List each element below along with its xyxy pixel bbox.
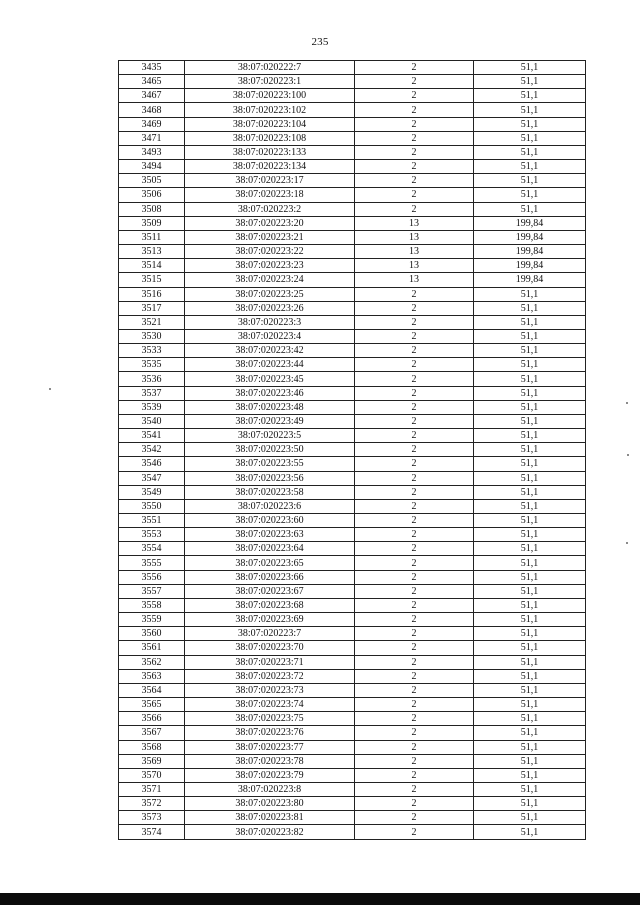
- cadastral-number-cell: 38:07:020223:60: [185, 514, 355, 528]
- count-cell: 2: [355, 514, 474, 528]
- area-cell: 51,1: [474, 570, 586, 584]
- cadastral-number-cell: 38:07:020223:76: [185, 726, 355, 740]
- table-row: [119, 202, 586, 216]
- area-cell: 51,1: [474, 358, 586, 372]
- count-cell: 2: [355, 443, 474, 457]
- table-row: [119, 89, 586, 103]
- table-row: [119, 754, 586, 768]
- row-number-cell: 3515: [119, 273, 185, 287]
- table-row: [119, 613, 586, 627]
- count-cell: 2: [355, 825, 474, 839]
- count-cell: 2: [355, 372, 474, 386]
- cadastral-number-cell: 38:07:020223:74: [185, 698, 355, 712]
- table-row: [119, 103, 586, 117]
- count-cell: 2: [355, 315, 474, 329]
- cadastral-number-cell: 38:07:020223:104: [185, 117, 355, 131]
- cadastral-number-cell: 38:07:020223:79: [185, 768, 355, 782]
- area-cell: 51,1: [474, 61, 586, 75]
- table-row: [119, 117, 586, 131]
- count-cell: 2: [355, 683, 474, 697]
- area-cell: 51,1: [474, 726, 586, 740]
- cadastral-number-cell: 38:07:020223:68: [185, 598, 355, 612]
- cadastral-number-cell: 38:07:020223:69: [185, 613, 355, 627]
- count-cell: 2: [355, 613, 474, 627]
- row-number-cell: 3567: [119, 726, 185, 740]
- cadastral-number-cell: 38:07:020223:77: [185, 740, 355, 754]
- area-cell: 51,1: [474, 698, 586, 712]
- count-cell: 2: [355, 598, 474, 612]
- cadastral-number-cell: 38:07:020223:44: [185, 358, 355, 372]
- data-table: [118, 60, 586, 840]
- table-row: [119, 712, 586, 726]
- count-cell: 2: [355, 414, 474, 428]
- cadastral-number-cell: 38:07:020223:23: [185, 259, 355, 273]
- cadastral-number-cell: 38:07:020223:26: [185, 301, 355, 315]
- cadastral-number-cell: 38:07:020223:17: [185, 174, 355, 188]
- row-number-cell: 3535: [119, 358, 185, 372]
- table-row: [119, 726, 586, 740]
- cadastral-number-cell: 38:07:020223:72: [185, 669, 355, 683]
- cadastral-number-cell: 38:07:020223:8: [185, 782, 355, 796]
- count-cell: 2: [355, 740, 474, 754]
- row-number-cell: 3542: [119, 443, 185, 457]
- row-number-cell: 3571: [119, 782, 185, 796]
- table-row: [119, 782, 586, 796]
- row-number-cell: 3517: [119, 301, 185, 315]
- area-cell: 51,1: [474, 315, 586, 329]
- count-cell: 13: [355, 216, 474, 230]
- row-number-cell: 3511: [119, 230, 185, 244]
- area-cell: 51,1: [474, 145, 586, 159]
- scan-speck: [627, 454, 629, 456]
- count-cell: 13: [355, 259, 474, 273]
- table-row: [119, 329, 586, 343]
- area-cell: 51,1: [474, 528, 586, 542]
- cadastral-number-cell: 38:07:020223:56: [185, 471, 355, 485]
- table-row: [119, 584, 586, 598]
- count-cell: 2: [355, 499, 474, 513]
- count-cell: 2: [355, 471, 474, 485]
- area-cell: 51,1: [474, 400, 586, 414]
- row-number-cell: 3559: [119, 613, 185, 627]
- area-cell: 51,1: [474, 202, 586, 216]
- cadastral-number-cell: 38:07:020223:42: [185, 344, 355, 358]
- table-row: [119, 556, 586, 570]
- row-number-cell: 3574: [119, 825, 185, 839]
- area-cell: 51,1: [474, 287, 586, 301]
- count-cell: 13: [355, 230, 474, 244]
- table-row: [119, 683, 586, 697]
- count-cell: 2: [355, 103, 474, 117]
- area-cell: 51,1: [474, 471, 586, 485]
- cadastral-number-cell: 38:07:020223:133: [185, 145, 355, 159]
- count-cell: 2: [355, 89, 474, 103]
- row-number-cell: 3514: [119, 259, 185, 273]
- table-row: [119, 797, 586, 811]
- table-row: [119, 414, 586, 428]
- cadastral-number-cell: 38:07:020223:78: [185, 754, 355, 768]
- table-row: [119, 429, 586, 443]
- cadastral-number-cell: 38:07:020223:134: [185, 160, 355, 174]
- row-number-cell: 3572: [119, 797, 185, 811]
- table-row: [119, 273, 586, 287]
- cadastral-number-cell: 38:07:020223:7: [185, 627, 355, 641]
- area-cell: 199,84: [474, 245, 586, 259]
- table-row: [119, 768, 586, 782]
- row-number-cell: 3562: [119, 655, 185, 669]
- row-number-cell: 3568: [119, 740, 185, 754]
- area-cell: 51,1: [474, 797, 586, 811]
- table-row: [119, 698, 586, 712]
- cadastral-number-cell: 38:07:020223:70: [185, 641, 355, 655]
- area-cell: 51,1: [474, 669, 586, 683]
- table-row: [119, 160, 586, 174]
- cadastral-number-cell: 38:07:020223:49: [185, 414, 355, 428]
- count-cell: 2: [355, 329, 474, 343]
- cadastral-number-cell: 38:07:020223:5: [185, 429, 355, 443]
- table-row: [119, 811, 586, 825]
- count-cell: 2: [355, 386, 474, 400]
- row-number-cell: 3471: [119, 131, 185, 145]
- cadastral-number-cell: 38:07:020223:48: [185, 400, 355, 414]
- row-number-cell: 3556: [119, 570, 185, 584]
- row-number-cell: 3509: [119, 216, 185, 230]
- cadastral-number-cell: 38:07:020223:81: [185, 811, 355, 825]
- row-number-cell: 3533: [119, 344, 185, 358]
- area-cell: 51,1: [474, 131, 586, 145]
- table-row: [119, 61, 586, 75]
- table-row: [119, 344, 586, 358]
- cadastral-number-cell: 38:07:020223:58: [185, 485, 355, 499]
- area-cell: 51,1: [474, 598, 586, 612]
- row-number-cell: 3537: [119, 386, 185, 400]
- count-cell: 2: [355, 400, 474, 414]
- row-number-cell: 3569: [119, 754, 185, 768]
- count-cell: 2: [355, 669, 474, 683]
- row-number-cell: 3573: [119, 811, 185, 825]
- table-row: [119, 570, 586, 584]
- cadastral-number-cell: 38:07:020223:108: [185, 131, 355, 145]
- table-row: [119, 315, 586, 329]
- table-row: [119, 655, 586, 669]
- row-number-cell: 3530: [119, 329, 185, 343]
- cadastral-number-cell: 38:07:020223:50: [185, 443, 355, 457]
- count-cell: 2: [355, 429, 474, 443]
- area-cell: 51,1: [474, 499, 586, 513]
- table-row: [119, 216, 586, 230]
- count-cell: 2: [355, 712, 474, 726]
- cadastral-number-cell: 38:07:020223:3: [185, 315, 355, 329]
- table-row: [119, 386, 586, 400]
- row-number-cell: 3566: [119, 712, 185, 726]
- area-cell: 51,1: [474, 174, 586, 188]
- count-cell: 2: [355, 301, 474, 315]
- row-number-cell: 3493: [119, 145, 185, 159]
- row-number-cell: 3558: [119, 598, 185, 612]
- count-cell: 2: [355, 797, 474, 811]
- area-cell: 51,1: [474, 542, 586, 556]
- cadastral-number-cell: 38:07:020223:102: [185, 103, 355, 117]
- count-cell: 2: [355, 485, 474, 499]
- area-cell: 51,1: [474, 188, 586, 202]
- row-number-cell: 3570: [119, 768, 185, 782]
- cadastral-number-cell: 38:07:020223:21: [185, 230, 355, 244]
- area-cell: 51,1: [474, 344, 586, 358]
- count-cell: 2: [355, 698, 474, 712]
- cadastral-number-cell: 38:07:020223:65: [185, 556, 355, 570]
- table-row: [119, 259, 586, 273]
- table-row: [119, 485, 586, 499]
- cadastral-number-cell: 38:07:020223:2: [185, 202, 355, 216]
- row-number-cell: 3469: [119, 117, 185, 131]
- row-number-cell: 3521: [119, 315, 185, 329]
- row-number-cell: 3468: [119, 103, 185, 117]
- area-cell: 51,1: [474, 414, 586, 428]
- table-row: [119, 174, 586, 188]
- cadastral-number-cell: 38:07:020223:45: [185, 372, 355, 386]
- area-cell: 51,1: [474, 768, 586, 782]
- row-number-cell: 3550: [119, 499, 185, 513]
- cadastral-number-cell: 38:07:020223:4: [185, 329, 355, 343]
- row-number-cell: 3561: [119, 641, 185, 655]
- table-row: [119, 230, 586, 244]
- count-cell: 2: [355, 726, 474, 740]
- cadastral-number-cell: 38:07:020223:22: [185, 245, 355, 259]
- row-number-cell: 3508: [119, 202, 185, 216]
- table-row: [119, 245, 586, 259]
- area-cell: 51,1: [474, 160, 586, 174]
- cadastral-number-cell: 38:07:020223:64: [185, 542, 355, 556]
- area-cell: 51,1: [474, 556, 586, 570]
- count-cell: 2: [355, 570, 474, 584]
- count-cell: 2: [355, 202, 474, 216]
- area-cell: 51,1: [474, 386, 586, 400]
- table-row: [119, 627, 586, 641]
- row-number-cell: 3555: [119, 556, 185, 570]
- row-number-cell: 3554: [119, 542, 185, 556]
- cadastral-number-cell: 38:07:020223:6: [185, 499, 355, 513]
- table-row: [119, 740, 586, 754]
- table-row: [119, 514, 586, 528]
- area-cell: 51,1: [474, 429, 586, 443]
- scan-edge-bar: [0, 893, 640, 905]
- area-cell: 51,1: [474, 825, 586, 839]
- count-cell: 2: [355, 131, 474, 145]
- area-cell: 51,1: [474, 329, 586, 343]
- count-cell: 2: [355, 627, 474, 641]
- row-number-cell: 3553: [119, 528, 185, 542]
- row-number-cell: 3513: [119, 245, 185, 259]
- count-cell: 2: [355, 344, 474, 358]
- table-row: [119, 145, 586, 159]
- count-cell: 2: [355, 754, 474, 768]
- count-cell: 13: [355, 273, 474, 287]
- area-cell: 51,1: [474, 514, 586, 528]
- cadastral-number-cell: 38:07:020223:46: [185, 386, 355, 400]
- row-number-cell: 3494: [119, 160, 185, 174]
- page-number: 235: [311, 36, 329, 48]
- count-cell: 2: [355, 768, 474, 782]
- table-row: [119, 287, 586, 301]
- count-cell: 2: [355, 457, 474, 471]
- row-number-cell: 3435: [119, 61, 185, 75]
- count-cell: 2: [355, 655, 474, 669]
- count-cell: 13: [355, 245, 474, 259]
- row-number-cell: 3546: [119, 457, 185, 471]
- table-row: [119, 669, 586, 683]
- area-cell: 51,1: [474, 117, 586, 131]
- area-cell: 51,1: [474, 811, 586, 825]
- area-cell: 51,1: [474, 683, 586, 697]
- row-number-cell: 3565: [119, 698, 185, 712]
- area-cell: 51,1: [474, 443, 586, 457]
- area-cell: 51,1: [474, 613, 586, 627]
- count-cell: 2: [355, 542, 474, 556]
- row-number-cell: 3506: [119, 188, 185, 202]
- area-cell: 51,1: [474, 457, 586, 471]
- count-cell: 2: [355, 145, 474, 159]
- table-row: [119, 131, 586, 145]
- table-row: [119, 528, 586, 542]
- cadastral-number-cell: 38:07:020223:24: [185, 273, 355, 287]
- row-number-cell: 3547: [119, 471, 185, 485]
- count-cell: 2: [355, 117, 474, 131]
- table-body: [119, 61, 586, 840]
- row-number-cell: 3563: [119, 669, 185, 683]
- cadastral-number-cell: 38:07:020223:63: [185, 528, 355, 542]
- cadastral-number-cell: 38:07:020223:20: [185, 216, 355, 230]
- area-cell: 51,1: [474, 754, 586, 768]
- count-cell: 2: [355, 287, 474, 301]
- area-cell: 51,1: [474, 655, 586, 669]
- cadastral-number-cell: 38:07:020223:55: [185, 457, 355, 471]
- cadastral-number-cell: 38:07:020223:25: [185, 287, 355, 301]
- cadastral-number-cell: 38:07:020223:73: [185, 683, 355, 697]
- count-cell: 2: [355, 188, 474, 202]
- area-cell: 51,1: [474, 103, 586, 117]
- row-number-cell: 3560: [119, 627, 185, 641]
- table-row: [119, 358, 586, 372]
- cadastral-number-cell: 38:07:020222:7: [185, 61, 355, 75]
- table-row: [119, 825, 586, 839]
- area-cell: 51,1: [474, 301, 586, 315]
- area-cell: 199,84: [474, 259, 586, 273]
- row-number-cell: 3465: [119, 75, 185, 89]
- area-cell: 199,84: [474, 230, 586, 244]
- row-number-cell: 3557: [119, 584, 185, 598]
- table-row: [119, 188, 586, 202]
- row-number-cell: 3467: [119, 89, 185, 103]
- area-cell: 51,1: [474, 627, 586, 641]
- cadastral-number-cell: 38:07:020223:1: [185, 75, 355, 89]
- count-cell: 2: [355, 556, 474, 570]
- scan-speck: [626, 542, 628, 544]
- count-cell: 2: [355, 641, 474, 655]
- table-row: [119, 457, 586, 471]
- row-number-cell: 3541: [119, 429, 185, 443]
- count-cell: 2: [355, 174, 474, 188]
- row-number-cell: 3536: [119, 372, 185, 386]
- table-row: [119, 301, 586, 315]
- area-cell: 51,1: [474, 372, 586, 386]
- row-number-cell: 3540: [119, 414, 185, 428]
- table-row: [119, 471, 586, 485]
- area-cell: 51,1: [474, 641, 586, 655]
- table-row: [119, 598, 586, 612]
- cadastral-number-cell: 38:07:020223:75: [185, 712, 355, 726]
- table-row: [119, 499, 586, 513]
- count-cell: 2: [355, 528, 474, 542]
- area-cell: 51,1: [474, 89, 586, 103]
- count-cell: 2: [355, 811, 474, 825]
- count-cell: 2: [355, 782, 474, 796]
- table-row: [119, 400, 586, 414]
- row-number-cell: 3564: [119, 683, 185, 697]
- count-cell: 2: [355, 75, 474, 89]
- cadastral-number-cell: 38:07:020223:100: [185, 89, 355, 103]
- cadastral-number-cell: 38:07:020223:18: [185, 188, 355, 202]
- table-row: [119, 443, 586, 457]
- row-number-cell: 3551: [119, 514, 185, 528]
- area-cell: 51,1: [474, 712, 586, 726]
- scan-speck: [49, 388, 51, 390]
- table-row: [119, 372, 586, 386]
- row-number-cell: 3516: [119, 287, 185, 301]
- area-cell: 51,1: [474, 485, 586, 499]
- area-cell: 51,1: [474, 740, 586, 754]
- area-cell: 199,84: [474, 216, 586, 230]
- table-row: [119, 542, 586, 556]
- scan-speck: [626, 402, 628, 404]
- count-cell: 2: [355, 160, 474, 174]
- table-row: [119, 75, 586, 89]
- area-cell: 51,1: [474, 75, 586, 89]
- count-cell: 2: [355, 358, 474, 372]
- cadastral-number-cell: 38:07:020223:67: [185, 584, 355, 598]
- count-cell: 2: [355, 584, 474, 598]
- count-cell: 2: [355, 61, 474, 75]
- row-number-cell: 3549: [119, 485, 185, 499]
- cadastral-number-cell: 38:07:020223:66: [185, 570, 355, 584]
- cadastral-number-cell: 38:07:020223:82: [185, 825, 355, 839]
- cadastral-number-cell: 38:07:020223:80: [185, 797, 355, 811]
- row-number-cell: 3539: [119, 400, 185, 414]
- area-cell: 199,84: [474, 273, 586, 287]
- cadastral-number-cell: 38:07:020223:71: [185, 655, 355, 669]
- row-number-cell: 3505: [119, 174, 185, 188]
- area-cell: 51,1: [474, 782, 586, 796]
- area-cell: 51,1: [474, 584, 586, 598]
- table-row: [119, 641, 586, 655]
